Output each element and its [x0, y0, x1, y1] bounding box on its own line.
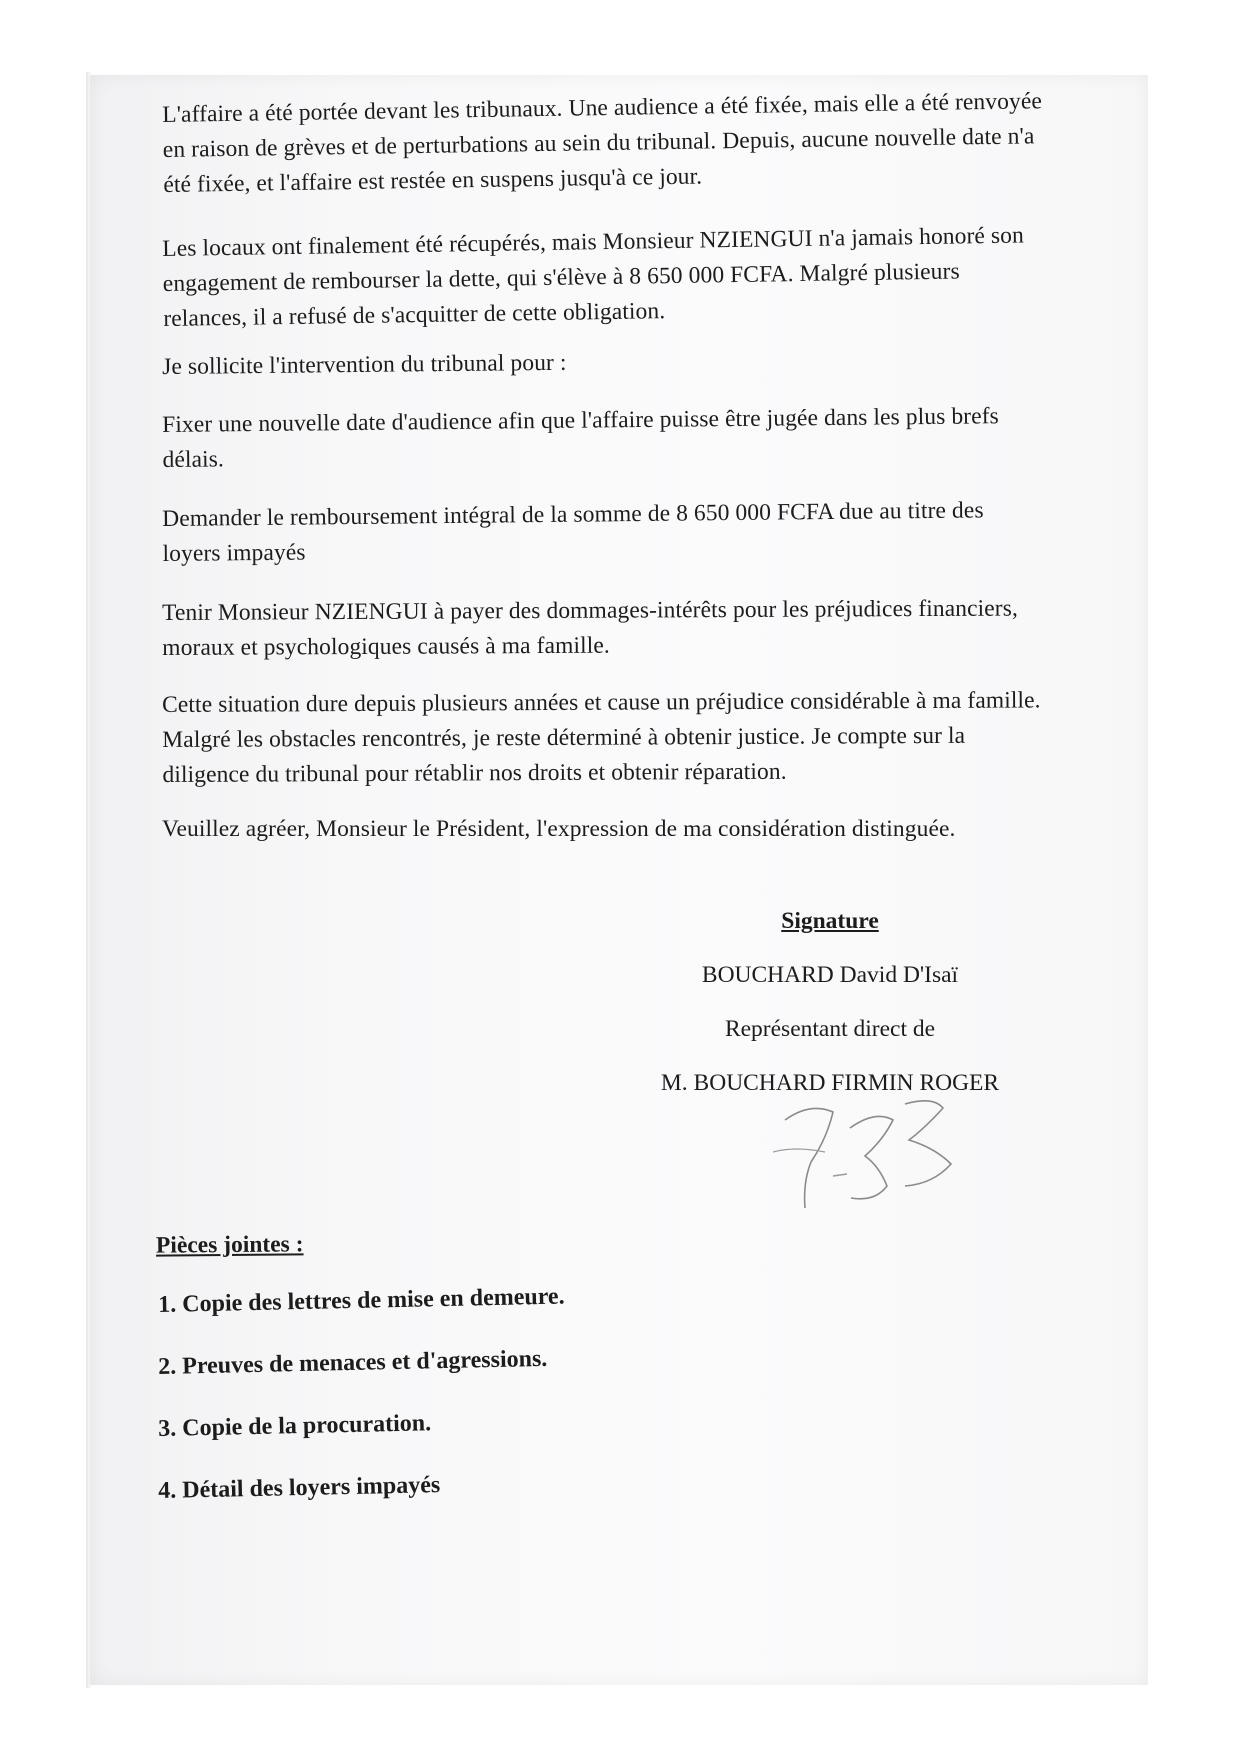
attachments-title: Pièces jointes :	[155, 1231, 304, 1259]
signature-name: BOUCHARD David D'Isaï	[701, 962, 959, 988]
paragraph-request-hearing: Fixer une nouvelle date d'audience afin que l'affaire puisse être jugée dans les plus brefs délais.	[162, 403, 999, 473]
handwritten-signature-icon	[755, 1090, 985, 1230]
attachment-item: 4. Détail des loyers impayés	[158, 1472, 441, 1504]
paragraph-case-history: L'affaire a été portée devant les tribunaux. Une audience a été fixée, mais elle a été renvoyée en raison de grèves et de perturbations au sein du tribunal. Depuis, aucune nouvelle date n'a été fixée, et l'affaire est restée en suspens jusqu'à ce jour.	[162, 88, 1043, 198]
paragraph-request-intro: Je sollicite l'intervention du tribunal pour :	[162, 349, 567, 380]
signature-principal: M. BOUCHARD FIRMIN ROGER	[660, 1070, 1000, 1096]
signature-title: Signature	[781, 908, 879, 934]
attachment-item: 3. Copie de la procuration.	[158, 1410, 432, 1442]
attachment-item: 1. Copie des lettres de mise en demeure.	[158, 1283, 565, 1318]
paragraph-situation: Cette situation dure depuis plusieurs années et cause un préjudice considérable à ma famille. Malgré les obstacles rencontrés, je reste déterminé à obtenir justice. Je compte sur la diligence du tribunal pour rétablir nos droits et obtenir réparation.	[162, 687, 1041, 788]
paragraph-debt: Les locaux ont finalement été récupérés, mais Monsieur NZIENGUI n'a jamais honoré son engagement de rembourser la dette, qui s'élève à 8 650 000 FCFA. Malgré plusieurs relances, il a refusé de s'acquitter de cette obligation.	[162, 222, 1025, 332]
paragraph-request-damages: Tenir Monsieur NZIENGUI à payer des dommages-intérêts pour les préjudices financiers, moraux et psychologiques causés à ma famille.	[162, 595, 1018, 661]
paragraph-closing: Veuillez agréer, Monsieur le Président, l'expression de ma considération distinguée.	[162, 816, 956, 842]
signature-role: Représentant direct de	[724, 1016, 936, 1042]
paragraph-request-reimbursement: Demander le remboursement intégral de la somme de 8 650 000 FCFA due au titre des loyers impayés	[162, 497, 984, 567]
attachment-item: 2. Preuves de menaces et d'agressions.	[158, 1345, 548, 1380]
